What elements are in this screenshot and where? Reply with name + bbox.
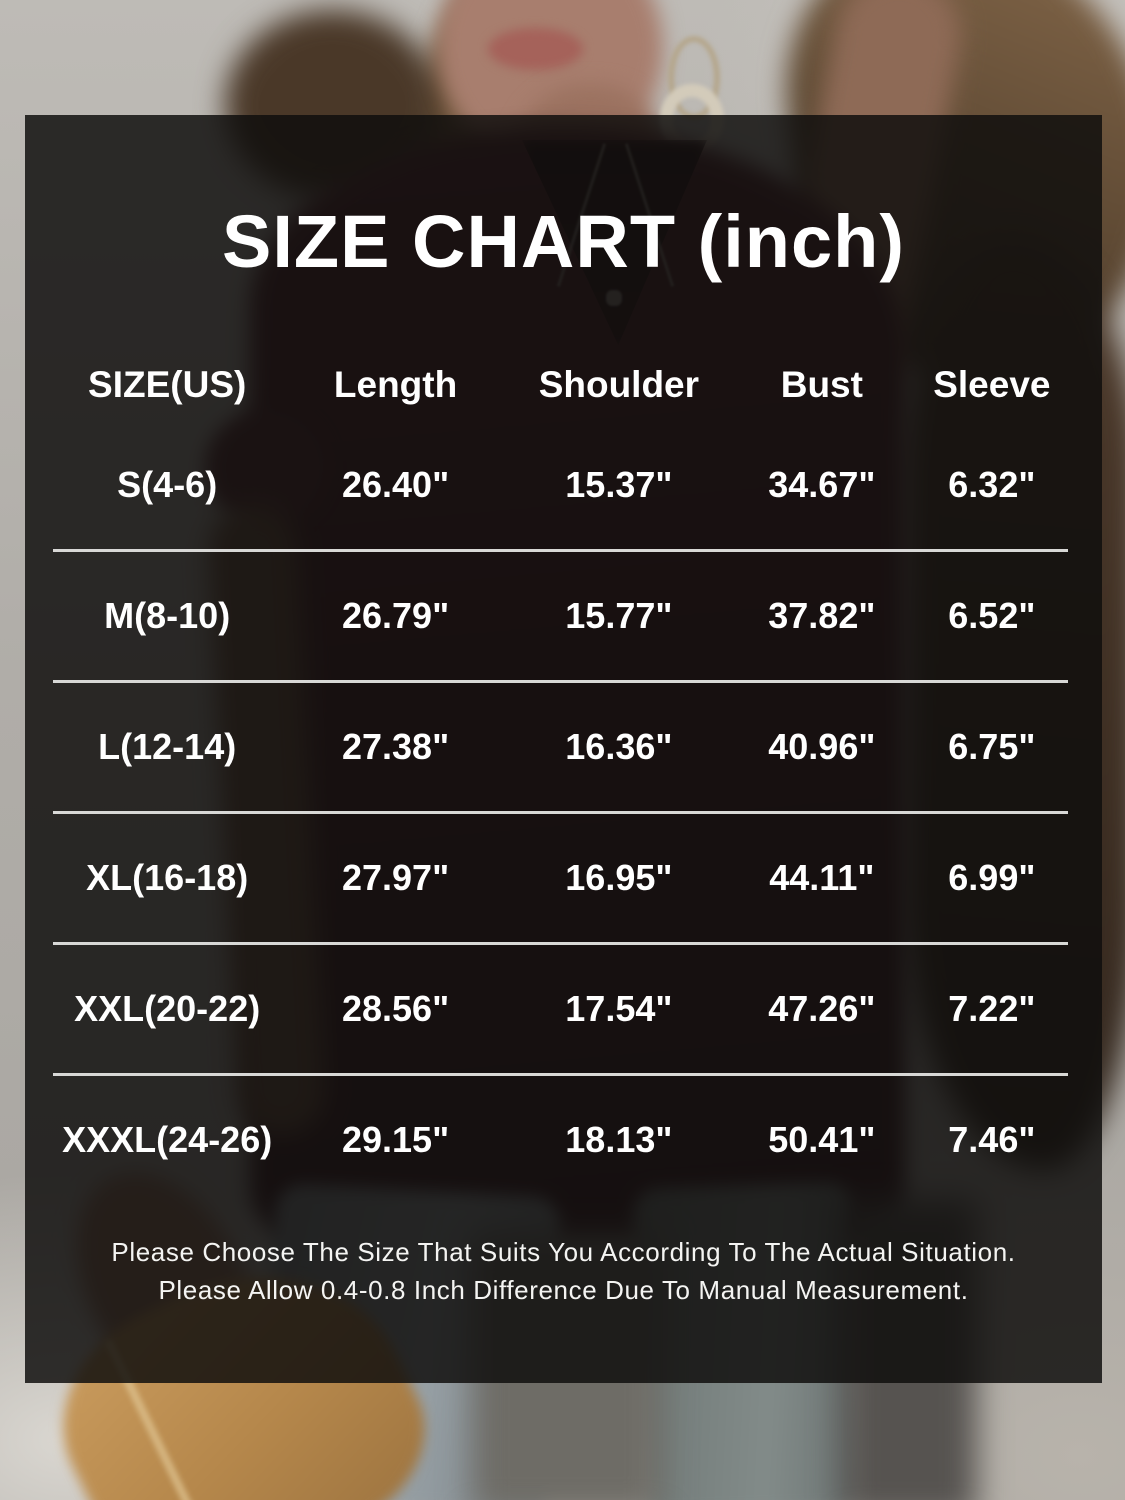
size-label: L(12-14) [98,726,237,767]
measurement-note [25,1233,1102,1309]
shoulder-value: 15.77" [565,595,673,636]
bust-value: 37.82" [768,595,876,636]
size-label: M(8-10) [104,595,231,636]
size-chart-title: SIZE CHART (inch) [222,200,905,283]
length-value: 26.40" [341,464,450,505]
dark-overlay-panel [25,115,1102,1383]
size-label: XXL(20-22) [74,988,261,1029]
sleeve-value: 6.32" [948,464,1036,505]
table-row-xl [53,814,1068,942]
sleeve-value: 6.99" [948,857,1036,898]
col-header-shoulder: Shoulder [538,364,700,405]
size-table [53,349,1068,1204]
length-value: 29.15" [341,1119,450,1160]
length-value: 27.97" [341,857,450,898]
length-value: 27.38" [341,726,450,767]
shoulder-value: 16.36" [565,726,673,767]
measurement-note-line1: Please Choose The Size That Suits You According To The Actual Situation. [111,1237,1016,1267]
col-header-sleeve: Sleeve [933,364,1051,405]
measurement-note-line2: Please Allow 0.4-0.8 Inch Difference Due To Manual Measurement. [158,1275,969,1305]
shoulder-value: 15.37" [565,464,673,505]
table-row-m [53,552,1068,680]
bust-value: 47.26" [768,988,876,1029]
bust-value: 44.11" [769,857,875,898]
size-label: XL(16-18) [86,857,249,898]
length-value: 26.79" [341,595,450,636]
col-header-bust: Bust [780,364,863,405]
table-row-xxl [53,945,1068,1073]
col-header-size: SIZE(US) [88,364,247,405]
table-row-s [53,421,1068,549]
size-label: S(4-6) [117,464,218,505]
bust-value: 34.67" [768,464,876,505]
col-header-length: Length [333,364,458,405]
size-label: XXXL(24-26) [62,1119,273,1160]
table-row-xxxl [53,1076,1068,1204]
sleeve-value: 6.52" [948,595,1036,636]
sleeve-value: 7.46" [948,1119,1036,1160]
shoulder-value: 17.54" [565,988,673,1029]
bust-value: 50.41" [768,1119,876,1160]
sleeve-value: 6.75" [948,726,1036,767]
sleeve-value: 7.22" [948,988,1036,1029]
table-row-l [53,683,1068,811]
bust-value: 40.96" [768,726,876,767]
shoulder-value: 18.13" [565,1119,673,1160]
table-header-row [53,349,1068,421]
model-lips [488,28,583,70]
length-value: 28.56" [341,988,450,1029]
shoulder-value: 16.95" [565,857,673,898]
